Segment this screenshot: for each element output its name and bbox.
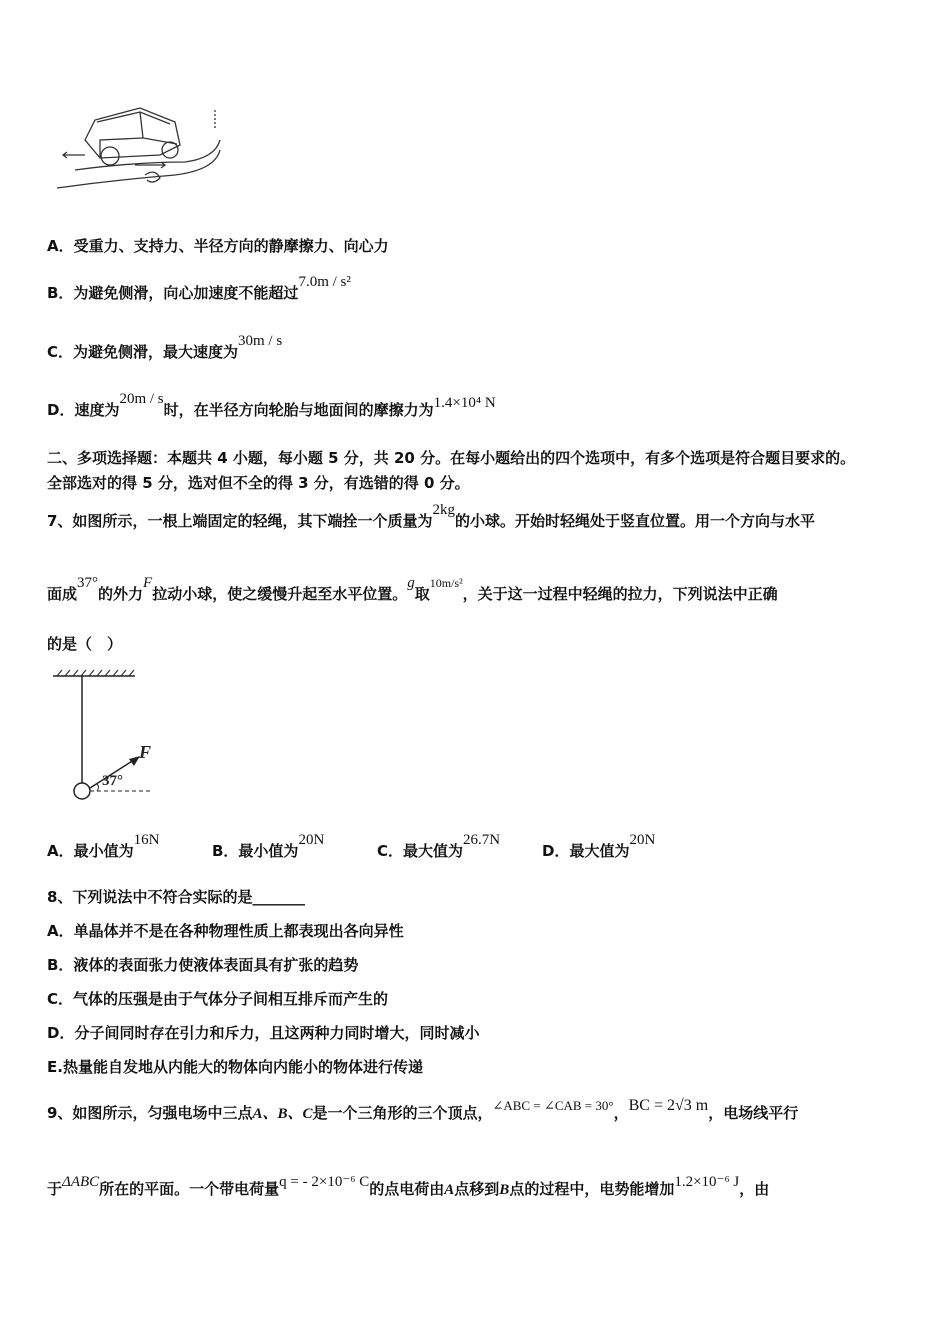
q7-g-value: 10m/s²: [429, 576, 463, 590]
option-d-math2: 1.4×10⁴ N: [433, 395, 496, 411]
q8-option-c: C．气体的压强是由于气体分子间相互排斥而产生的: [47, 990, 389, 1008]
q9-charge: q = - 2×10⁻⁶ C: [279, 1174, 370, 1190]
q8-option-a: A．单晶体并不是在各种物理性质上都表现出各向异性: [47, 922, 404, 940]
q7-text: 的外力: [98, 585, 144, 603]
car-on-road-figure: [55, 100, 230, 195]
q9-text: 点的过程中，电势能增加: [509, 1180, 675, 1198]
q9-triangle: ΔABC: [62, 1174, 100, 1190]
option-value: 20N: [298, 832, 325, 848]
option-d-text1: D．速度为: [47, 401, 120, 419]
q7-force-symbol: F: [143, 575, 153, 591]
ball: [74, 783, 90, 799]
q7-text: 取: [414, 585, 430, 603]
option-b-text: B．为避免侧滑，向心加速度不能超过: [47, 284, 299, 302]
q8-stem: 8、下列说法中不符合实际的是_______: [47, 888, 305, 906]
pendulum-figure: [45, 668, 165, 803]
q9-text: ，电场线平行: [708, 1104, 799, 1122]
q7-text: 拉动小球，使之缓慢升起至水平位置。: [152, 585, 408, 603]
q6-option-a: A．受重力、支持力、半径方向的静摩擦力、向心力: [47, 237, 389, 255]
q7-text: 7、如图所示，一根上端固定的轻绳，其下端拴一个质量为: [47, 512, 433, 530]
q7-option-d: [542, 832, 656, 861]
q9-text: 点移到: [454, 1180, 500, 1198]
q8-option-e: E.热量能自发地从内能大的物体向内能小的物体进行传递: [47, 1058, 423, 1076]
q7-line2: [47, 575, 778, 605]
q9-text: 所在的平面。一个带电荷量: [99, 1180, 280, 1198]
q7-option-a: [47, 832, 160, 861]
q7-text: 面成: [47, 585, 78, 603]
q9-point-b: B: [499, 1182, 510, 1198]
car-icon: [57, 108, 220, 188]
q9-text: ，由: [739, 1180, 770, 1198]
q9-text: 的点电荷由: [369, 1180, 445, 1198]
q9-point-a: A: [444, 1182, 455, 1198]
angle-label: 37°: [102, 773, 123, 789]
q7-option-b: [212, 832, 325, 861]
option-label: D．最大值为: [542, 842, 630, 860]
q7-mass: 2kg: [432, 502, 455, 518]
q9-angles: ∠ABC = ∠CAB = 30°: [492, 1098, 614, 1113]
q7-text: ，关于这一过程中轻绳的拉力，下列说法中正确: [462, 585, 778, 603]
q6-option-c: [47, 333, 283, 363]
q6-option-d: [47, 391, 496, 421]
option-c-math: 30m / s: [238, 333, 283, 349]
q7-g-symbol: g: [407, 575, 415, 591]
q9-text: 9、如图所示，匀强电场中三点: [47, 1104, 253, 1122]
q9-line1: [47, 1097, 799, 1124]
option-c-text: C．为避免侧滑，最大速度为: [47, 343, 239, 361]
option-value: 20N: [629, 832, 656, 848]
option-d-math1: 20m / s: [119, 391, 164, 407]
force-label: F: [139, 742, 152, 762]
q7-text: 的小球。开始时轻绳处于竖直位置。用一个方向与水平: [454, 512, 815, 530]
q8-option-b: B．液体的表面张力使液体表面具有扩张的趋势: [47, 956, 359, 974]
q9-text: ，: [613, 1104, 629, 1122]
q7-option-c: [377, 832, 501, 861]
q9-bc: BC = 2√3 m: [628, 1097, 709, 1114]
q7-angle: 37°: [77, 575, 99, 591]
q9-energy: 1.2×10⁻⁶ J: [674, 1174, 740, 1190]
q9-points: A、B、C: [252, 1106, 313, 1122]
option-b-math: 7.0m / s²: [298, 274, 351, 290]
q9-line2: [47, 1174, 770, 1200]
q9-text: 于: [47, 1180, 63, 1198]
option-value: 26.7N: [463, 832, 501, 848]
option-label: B．最小值为: [212, 842, 299, 860]
option-d-text2: 时，在半径方向轮胎与地面间的摩擦力为: [163, 401, 434, 419]
q7-line1: [47, 502, 815, 532]
q6-option-b: [47, 274, 351, 304]
section2-heading-line2: 全部选对的得 5 分，选对但不全的得 3 分，有选错的得 0 分。: [47, 474, 470, 492]
q9-text: 是一个三角形的三个顶点，: [312, 1104, 493, 1122]
option-value: 16N: [133, 832, 160, 848]
option-label: A．最小值为: [47, 842, 134, 860]
option-label: C．最大值为: [377, 842, 464, 860]
section2-heading-line1: 二、多项选择题：本题共 4 小题，每小题 5 分，共 20 分。在每小题给出的四个选项中，有多个选项是符合题目要求的。: [47, 449, 856, 467]
q8-option-d: D．分子间同时存在引力和斥力，且这两种力同时增大，同时减小: [47, 1024, 480, 1042]
q7-line3: 的是（ ）: [47, 635, 123, 653]
